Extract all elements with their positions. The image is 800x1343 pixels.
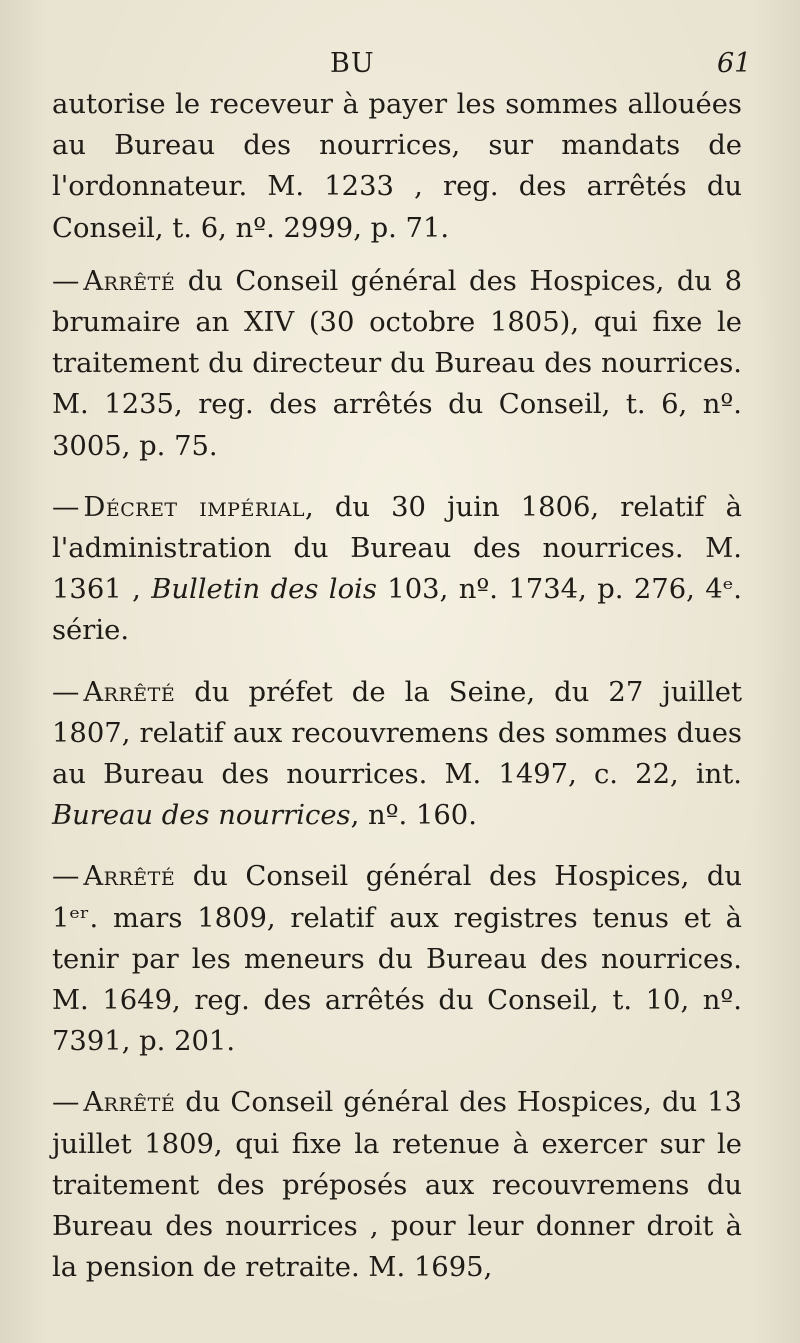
entry-text: du préfet de la Seine, du 27 juillet 1807, relatif aux recouvremens des sommes dues au Bureau des nourrices. M. 1497, c. 22, int. (52, 676, 742, 791)
page-header (0, 18, 800, 78)
entry-dash: — (52, 491, 80, 523)
entry-dash: — (52, 265, 80, 297)
entry-arrete-1809-mars (52, 856, 742, 1062)
entry-title: Arrêté (83, 265, 176, 297)
entry-title: Arrêté (83, 861, 176, 893)
entry-arrete-1809-juillet (52, 1082, 742, 1288)
entry-title: Arrêté (83, 676, 176, 708)
entry-text-end: , nº. 160. (350, 800, 477, 832)
body-text (52, 84, 742, 1308)
entry-text: du Conseil général des Hospices, du 8 brumaire an XIV (30 octobre 1805), qui fixe le traitement du directeur du Bureau des nourrices. M. 1235, reg. des arrêtés du Conseil, t. 6, nº. 3005, p. 75. (52, 265, 742, 462)
entry-title: Arrêté (83, 1087, 176, 1119)
entry-text-end: 103, nº. 1734, p. 276, 4ᵉ. série. (52, 574, 743, 647)
entry-text: , du 30 juin 1806, relatif à l'administration du Bureau des nourrices. M. 1361 , (52, 491, 743, 606)
entry-dash: — (52, 1087, 80, 1119)
entry-continuation (52, 84, 742, 249)
entry-decret-1806 (52, 487, 742, 652)
entry-arrete-1805 (52, 261, 742, 467)
entry-text: du Conseil général des Hospices, du 13 juillet 1809, qui fixe la retenue à exercer sur le traitement des préposés aux recouvremens du Bureau des nourrices , pour leur donner droit à la pension de retraite. M. 1695, (52, 1087, 742, 1284)
entry-title: Décret impérial (83, 491, 305, 523)
entry-citation: Bureau des nourrices (52, 800, 351, 832)
entry-dash: — (52, 676, 80, 708)
entry-text: du Conseil général des Hospices, du 1ᵉʳ. mars 1809, relatif aux registres tenus et à tenir par les meneurs du Bureau des nourrices. M. 1649, reg. des arrêtés du Conseil, t. 10, nº. 7391, p. 201. (52, 861, 742, 1058)
entry-citation: Bulletin des lois (151, 574, 377, 606)
entry-dash: — (52, 861, 80, 893)
running-head: BU (330, 48, 375, 79)
entry-arrete-1807 (52, 672, 742, 837)
page-number: 61 (717, 48, 752, 79)
entry-text: autorise le receveur à payer les sommes allouées au Bureau des nourrices, sur mandats de l'ordonnateur. M. 1233 , reg. des arrêtés du Conseil, t. 6, nº. 2999, p. 71. (52, 89, 742, 244)
